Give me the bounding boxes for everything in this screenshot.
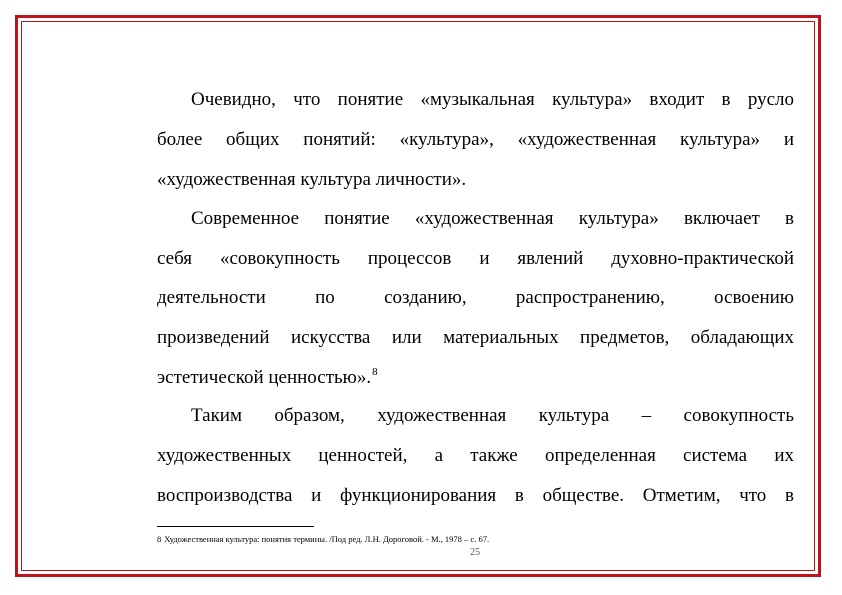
paragraph-2-line-1: Современное понятие «художественная культура» включает в [191,208,794,229]
paragraph-1-line-3: «художественная культура личности». [157,169,467,190]
paragraph-2-line-3: деятельности по созданию, распространению, освоению [157,287,794,308]
footnote-text: Художественная культура: понятия термины. /Под ред. Л.Н. Дороговой. - М., 1978 – с. 67. [164,534,490,544]
footnote [157,534,489,544]
page-number: 25 [470,547,480,558]
paragraph-3-line-1: Таким образом, художественная культура – совокупность [191,405,794,426]
footnote-number: 8 [157,534,162,544]
paragraph-2-line-4: произведений искусства или материальных предметов, обладающих [157,327,794,348]
footnote-separator [157,526,314,527]
paragraph-2-line-2: себя «совокупность процессов и явлений духовно-практической [157,248,794,269]
paragraph-3-line-3: воспроизводства и функционирования в обществе. Отметим, что в [157,485,794,506]
paragraph-1-line-2: более общих понятий: «культура», «художественная культура» и [157,129,794,150]
footnote-reference[interactable]: 8 [372,366,378,378]
paragraph-2-line-5 [157,368,794,390]
paragraph-1-line-1: Очевидно, что понятие «музыкальная культура» входит в русло [191,89,794,110]
paragraph-3-line-2: художественных ценностей, а также определенная система их [157,445,794,466]
paragraph-2-line-5-text: эстетической ценностью». [157,367,372,388]
